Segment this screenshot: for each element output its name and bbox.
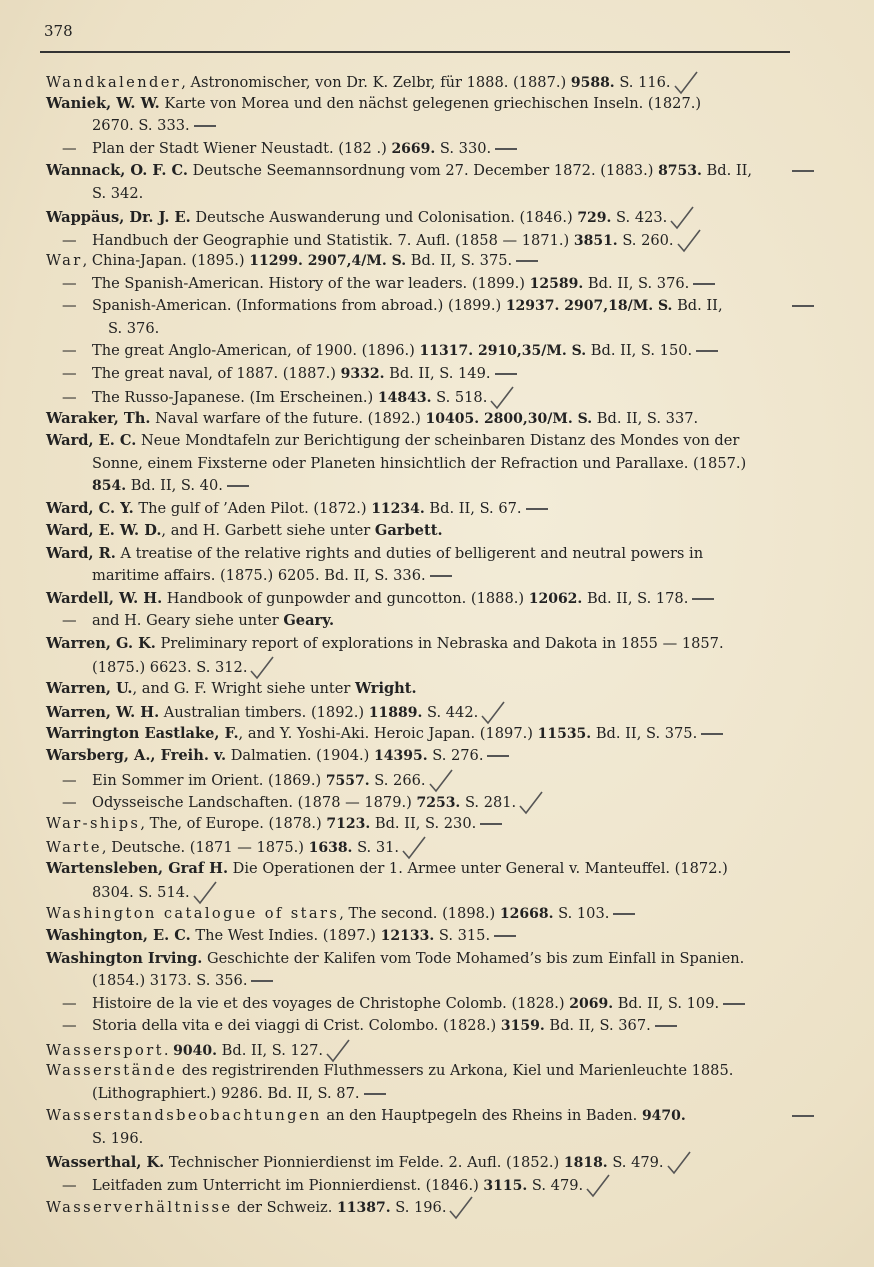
repeat-dash: —	[62, 771, 77, 789]
entry-first-line	[46, 95, 701, 112]
entry-continuation-2	[46, 475, 800, 498]
entry-location: S. 260.	[617, 231, 674, 249]
catalogue-number: 9040.	[173, 1042, 218, 1059]
entry-location: S. 276.	[427, 747, 484, 764]
entry-continuation: S. 376.	[108, 319, 160, 337]
entry-continuation: 2670. S. 333.	[46, 115, 800, 138]
catalogue-entry	[0, 160, 800, 205]
entry-continuation: (Lithographiert.) 9286. Bd. II, S. 87.	[46, 1083, 800, 1106]
entry-location: Bd. II, S. 149.	[384, 364, 491, 382]
catalogue-entry	[0, 273, 800, 296]
catalogue-number: 3851.	[573, 232, 618, 249]
entry-title: The West Indies. (1897.)	[190, 927, 381, 944]
catalogue-entry	[0, 700, 800, 723]
entry-first-line	[62, 995, 745, 1012]
entry-title: The Spanish-American. History of the war leaders. (1899.)	[92, 274, 530, 292]
entry-location: S. 103.	[553, 904, 610, 922]
entry-first-line	[46, 74, 699, 91]
entry-location: S. 330.	[435, 139, 492, 157]
entry-heading: Wasserthal, K.	[46, 1154, 165, 1171]
entry-title: , The, of Europe. (1878.)	[140, 814, 327, 832]
catalogue-entry	[0, 610, 800, 633]
catalogue-number: 11317. 2910,35/M. S.	[419, 343, 587, 359]
entry-first-line	[62, 140, 517, 157]
catalogue-number: 3159.	[500, 1018, 545, 1034]
entry-title: Ein Sommer im Orient. (1869.)	[92, 771, 326, 789]
pencil-dash-mark	[480, 823, 502, 825]
catalogue-number: 12668.	[499, 905, 554, 922]
entry-first-line	[46, 162, 752, 179]
entry-heading: Ward, E. C.	[46, 432, 137, 449]
repeat-dash: —	[62, 1017, 77, 1034]
entry-heading: Warrington Eastlake, F.	[46, 724, 239, 742]
catalogue-number: 7557.	[325, 772, 370, 789]
entry-continuation: 8304. S. 514.	[46, 880, 800, 906]
catalogue-entry	[0, 903, 800, 926]
entry-continuation: (1854.) 3173. S. 356.	[46, 970, 800, 993]
entry-heading: Warren, U.	[46, 679, 133, 697]
entry-first-line	[46, 747, 509, 764]
entry-location: Bd. II, S. 375.	[406, 252, 513, 269]
entry-location: S. 196.	[390, 1199, 447, 1216]
entry-title: The Russo-Japanese. (Im Erscheinen.)	[92, 389, 378, 406]
catalogue-number: 729.	[577, 210, 612, 226]
catalogue-entry	[0, 768, 800, 791]
entry-first-line	[62, 794, 544, 811]
entry-heading: Ward, C. Y.	[46, 499, 134, 517]
entry-first-line	[46, 860, 728, 877]
entry-title: der Schweiz.	[232, 1199, 337, 1216]
catalogue-entry	[0, 993, 800, 1016]
entry-title: Odysseische Landschaften. (1878 — 1879.)	[92, 794, 417, 811]
catalogue-entry	[0, 835, 800, 858]
catalogue-entry	[0, 340, 800, 363]
catalogue-number: 854.	[92, 478, 127, 494]
catalogue-number: 9332.	[340, 365, 385, 382]
entry-location: S. 479.	[527, 1176, 584, 1194]
entry-location: Bd. II, S. 178.	[582, 589, 689, 607]
catalogue-entry	[0, 1173, 800, 1196]
cross-reference: Geary.	[283, 612, 335, 629]
entry-first-line	[62, 232, 702, 249]
repeat-dash: —	[62, 994, 77, 1012]
catalogue-entry	[0, 93, 800, 138]
pencil-dash-mark	[526, 508, 548, 510]
catalogue-number: 12937. 2907,18/M. S.	[505, 298, 673, 314]
entry-heading: Wardell, W. H.	[46, 589, 163, 607]
entry-title: and H. Geary siehe unter	[92, 612, 284, 629]
entry-location: Bd. II, S. 375.	[591, 724, 698, 742]
catalogue-entry	[0, 1150, 800, 1173]
entry-title: , China-Japan. (1895.)	[82, 252, 250, 269]
entry-first-line	[62, 342, 718, 359]
entry-heading: Wasserverhältnisse	[46, 1199, 233, 1216]
entry-title: Leitfaden zum Unterricht im Pionnierdienst. (1846.)	[92, 1176, 484, 1194]
repeat-dash: —	[62, 364, 77, 382]
catalogue-entry	[0, 790, 800, 813]
pencil-dash-mark	[792, 305, 814, 307]
pencil-dash-mark	[495, 373, 517, 375]
entry-first-line	[62, 365, 517, 382]
entry-first-line	[46, 252, 538, 269]
catalogue-number: 1818.	[563, 1155, 608, 1171]
catalogue-entry	[0, 588, 800, 611]
entry-first-line	[46, 635, 724, 652]
pencil-dash-mark	[495, 148, 517, 150]
repeat-dash: —	[62, 342, 77, 359]
catalogue-entry	[0, 228, 800, 251]
entry-title: Preliminary report of explorations in Nebraska and Dakota in 1855 — 1857.	[155, 634, 724, 652]
catalogue-entry	[0, 498, 800, 521]
entry-heading: Warsberg, A., Freih. v.	[46, 747, 227, 764]
entry-location: Bd. II, S. 150.	[586, 342, 693, 359]
pencil-dash-mark	[613, 913, 635, 915]
catalogue-entry	[0, 408, 800, 431]
entry-heading: Warren, G. K.	[46, 634, 156, 652]
catalogue-entry	[0, 1195, 800, 1218]
pencil-dash-mark	[364, 1093, 386, 1095]
entry-title: The great naval, of 1887. (1887.)	[92, 364, 341, 382]
entry-title: Histoire de la vie et des voyages de Christophe Colomb. (1828.)	[92, 994, 570, 1012]
catalogue-entry	[0, 295, 800, 340]
entry-location: S. 116.	[614, 74, 671, 91]
catalogue-entry	[0, 543, 800, 588]
entry-heading: Wasserstände	[46, 1062, 178, 1079]
entry-heading: Warren, W. H.	[46, 704, 160, 721]
catalogue-entry	[0, 858, 800, 903]
entry-heading: Wassersport	[46, 1041, 164, 1059]
entry-title: Spanish-American. (Informations from abroad.) (1899.)	[92, 297, 506, 314]
pencil-dash-mark	[251, 980, 273, 982]
entry-heading: Ward, R.	[46, 544, 116, 562]
entry-location: Bd. II, S. 40.	[126, 477, 223, 494]
entry-list	[0, 70, 874, 1218]
catalogue-entry	[0, 1015, 800, 1038]
entry-heading: Wannack, O. F. C.	[46, 162, 188, 179]
entry-title: , Deutsche. (1871 — 1875.)	[101, 839, 309, 856]
entry-first-line	[46, 209, 695, 226]
pencil-dash-mark	[516, 260, 538, 262]
entry-location: S. 281.	[460, 794, 517, 811]
catalogue-number: 9470.	[641, 1108, 686, 1124]
entry-heading: Washington Irving.	[46, 949, 203, 967]
entry-continuation: (1875.) 6623. S. 312.	[46, 655, 800, 681]
page-number: 378	[44, 22, 73, 40]
entry-first-line	[46, 545, 703, 562]
catalogue-number: 11234.	[371, 500, 425, 517]
entry-title: des registrirenden Fluthmessers zu Arkona, Kiel und Marienleuchte 1885.	[177, 1062, 734, 1079]
entry-first-line	[46, 905, 635, 922]
entry-location: S. 442.	[422, 704, 479, 721]
pencil-dash-mark	[227, 485, 249, 487]
entry-title: Australian timbers. (1892.)	[159, 704, 369, 721]
entry-location: S. 423.	[611, 209, 668, 226]
entry-first-line	[62, 1177, 611, 1194]
entry-title: Karte von Morea und den nächst gelegenen griechischen Inseln. (1827.)	[159, 94, 702, 112]
entry-location: Bd. II, S. 367.	[544, 1017, 651, 1034]
catalogue-entry	[0, 520, 800, 543]
catalogue-entry	[0, 1060, 800, 1105]
catalogue-entry	[0, 633, 800, 678]
entry-location: Bd. II, S. 376.	[583, 274, 690, 292]
entry-first-line	[46, 410, 698, 427]
entry-title: , The second. (1898.)	[339, 904, 500, 922]
entry-heading: Wappäus, Dr. J. E.	[46, 209, 191, 226]
entry-first-line	[46, 839, 427, 856]
repeat-dash: —	[62, 612, 77, 629]
header-rule	[40, 51, 790, 53]
entry-title: Handbuch der Geographie und Statistik. 7. Aufl. (1858 — 1871.)	[92, 231, 574, 249]
catalogue-number: 11299. 2907,4/M. S.	[249, 253, 407, 269]
check-mark-icon	[448, 1195, 474, 1221]
pencil-dash-mark	[430, 575, 452, 577]
catalogue-entry	[0, 138, 800, 161]
entry-location: S. 479.	[607, 1154, 664, 1171]
entry-heading: War	[46, 252, 83, 269]
entry-title: , and H. Garbett siehe unter	[161, 522, 375, 539]
pencil-dash-mark	[696, 350, 718, 352]
entry-first-line	[62, 389, 515, 406]
entry-title: Deutsche Seemannsordnung vom 27. December 1872. (1883.)	[187, 162, 659, 179]
catalogue-entry	[0, 745, 800, 768]
entry-first-line	[46, 1062, 733, 1079]
entry-first-line	[46, 522, 443, 539]
entry-first-line	[62, 275, 715, 292]
cross-reference: Wright.	[355, 679, 417, 697]
entry-title: Technischer Pionnierdienst im Felde. 2. Aufl. (1852.)	[164, 1154, 564, 1171]
entry-title: Dalmatien. (1904.)	[226, 747, 374, 764]
entry-title: Storia della vita e dei viaggi di Crist. Colombo. (1828.)	[92, 1017, 501, 1034]
pencil-dash-mark	[693, 283, 715, 285]
entry-title: an den Hauptpegeln des Rheins in Baden.	[321, 1107, 642, 1124]
repeat-dash: —	[62, 794, 77, 811]
catalogue-entry	[0, 363, 800, 386]
entry-first-line	[46, 950, 744, 967]
entry-location: S. 518.	[431, 389, 488, 406]
catalogue-number: 9588.	[570, 75, 615, 91]
entry-title: , and G. F. Wright siehe unter	[132, 679, 356, 697]
pencil-dash-mark	[194, 125, 216, 127]
catalogue-number: 14395.	[373, 748, 428, 764]
catalogue-entry	[0, 723, 800, 746]
catalogue-number: 3115.	[483, 1177, 528, 1194]
catalogue-entry	[0, 70, 800, 93]
entry-title: Neue Mondtafeln zur Berichtigung der scheinbaren Distanz des Mondes von der	[136, 432, 740, 449]
entry-first-line	[46, 432, 739, 449]
entry-heading: War-ships	[46, 814, 141, 832]
entry-first-line	[46, 725, 723, 742]
entry-location: Bd. II,	[672, 297, 723, 314]
entry-location: Bd. II, S. 230.	[370, 814, 477, 832]
catalogue-number: 11387.	[336, 1200, 391, 1216]
entry-first-line	[46, 500, 548, 517]
entry-heading: Washington catalogue of stars	[46, 904, 340, 922]
entry-title: A treatise of the relative rights and duties of belligerent and neutral powers in	[115, 544, 704, 562]
catalogue-entry	[0, 205, 800, 228]
entry-heading: Waraker, Th.	[46, 409, 151, 427]
pencil-dash-mark	[792, 1115, 814, 1117]
entry-continuation: Sonne, einem Fixsterne oder Planeten hinsichtlich der Refraction und Parallaxe. (1857.)	[92, 454, 747, 472]
entry-title: Plan der Stadt Wiener Neustadt. (182 .)	[92, 139, 392, 157]
entry-title: Handbook of gunpowder and guncotton. (1888.)	[162, 589, 529, 607]
entry-title: , Astronomischer, von Dr. K. Zelbr, für 1888. (1887.)	[181, 74, 571, 91]
catalogue-number: 2669.	[391, 140, 436, 157]
entry-first-line	[46, 1199, 474, 1216]
entry-continuation: S. 196.	[92, 1129, 144, 1147]
entry-first-line	[46, 704, 506, 721]
entry-first-line	[62, 1017, 677, 1034]
entry-first-line	[46, 680, 417, 697]
entry-first-line	[46, 1042, 351, 1059]
catalogue-number: 7123.	[326, 815, 371, 832]
repeat-dash: —	[62, 297, 77, 314]
entry-first-line	[46, 1107, 686, 1124]
catalogue-entry	[0, 385, 800, 408]
entry-heading: Washington, E. C.	[46, 927, 191, 944]
entry-first-line	[62, 297, 723, 314]
catalogue-number: 7253.	[416, 795, 461, 811]
pencil-dash-mark	[701, 733, 723, 735]
entry-heading: Ward, E. W. D.	[46, 522, 162, 539]
entry-first-line	[46, 815, 502, 832]
repeat-dash: —	[62, 389, 77, 406]
repeat-dash: —	[62, 139, 77, 157]
catalogue-number: 12133.	[380, 928, 435, 944]
catalogue-entry	[0, 1038, 800, 1061]
entry-continuation: S. 342.	[92, 184, 144, 202]
entry-heading: Warte	[46, 839, 102, 856]
cross-reference: Garbett.	[374, 522, 443, 539]
entry-location: S. 315.	[434, 927, 491, 944]
catalogue-entry	[0, 678, 800, 701]
entry-location: S. 31.	[352, 839, 400, 856]
entry-heading: Waniek, W. W.	[46, 94, 160, 112]
entry-heading: Wartensleben, Graf H.	[46, 859, 229, 877]
catalogue-entry	[0, 1105, 800, 1150]
entry-heading: Wasserstandsbeobachtungen	[46, 1107, 322, 1124]
entry-title: .	[163, 1041, 174, 1059]
catalogue-number: 11535.	[537, 725, 592, 742]
entry-first-line	[62, 612, 334, 629]
catalogue-number: 14843.	[377, 390, 432, 406]
pencil-dash-mark	[655, 1025, 677, 1027]
catalogue-entry	[0, 250, 800, 273]
repeat-dash: —	[62, 274, 77, 292]
catalogue-number: 2069.	[569, 995, 614, 1012]
catalogue-entry	[0, 925, 800, 948]
entry-heading: Wandkalender	[46, 74, 182, 91]
catalogue-number: 11889.	[368, 705, 423, 721]
entry-title: The great Anglo-American, of 1900. (1896.)	[92, 342, 420, 359]
entry-location: Bd. II, S. 109.	[613, 994, 720, 1012]
entry-title: The gulf of ’Aden Pilot. (1872.)	[133, 499, 372, 517]
catalogue-entry	[0, 813, 800, 836]
entry-first-line	[62, 772, 454, 789]
entry-title: Deutsche Auswanderung und Colonisation. (1846.)	[190, 209, 578, 226]
pencil-dash-mark	[494, 935, 516, 937]
entry-continuation: maritime affairs. (1875.) 6205. Bd. II, S. 336.	[46, 565, 800, 588]
entry-title: Die Operationen der 1. Armee unter General v. Manteuffel. (1872.)	[228, 859, 728, 877]
entry-title: Geschichte der Kalifen vom Tode Mohamed’s bis zum Einfall in Spanien.	[202, 949, 745, 967]
pencil-dash-mark	[692, 598, 714, 600]
catalogue-number: 10405. 2800,30/M. S.	[425, 410, 593, 427]
entry-title: , and Y. Yoshi-Aki. Heroic Japan. (1897.)	[238, 724, 538, 742]
entry-location: S. 266.	[369, 771, 426, 789]
repeat-dash: —	[62, 1176, 77, 1194]
entry-first-line	[46, 927, 516, 944]
catalogue-entry	[0, 948, 800, 993]
entry-first-line	[46, 1154, 692, 1171]
entry-title: Naval warfare of the future. (1892.)	[150, 409, 426, 427]
pencil-dash-mark	[723, 1003, 745, 1005]
entry-location: Bd. II, S. 337.	[592, 409, 699, 427]
pencil-dash-mark	[487, 755, 509, 757]
catalogue-number: 8753.	[658, 163, 702, 179]
catalogue-number: 12589.	[529, 275, 584, 292]
entry-first-line	[46, 590, 714, 607]
repeat-dash: —	[62, 231, 77, 249]
catalogue-number: 1638.	[308, 840, 353, 856]
pencil-dash-mark	[792, 170, 814, 172]
entry-location: Bd. II, S. 67.	[424, 499, 522, 517]
entry-location: Bd. II, S. 127.	[217, 1041, 324, 1059]
catalogue-entry	[0, 430, 800, 498]
catalogue-number: 12062.	[528, 590, 583, 607]
entry-location: Bd. II,	[701, 162, 753, 179]
